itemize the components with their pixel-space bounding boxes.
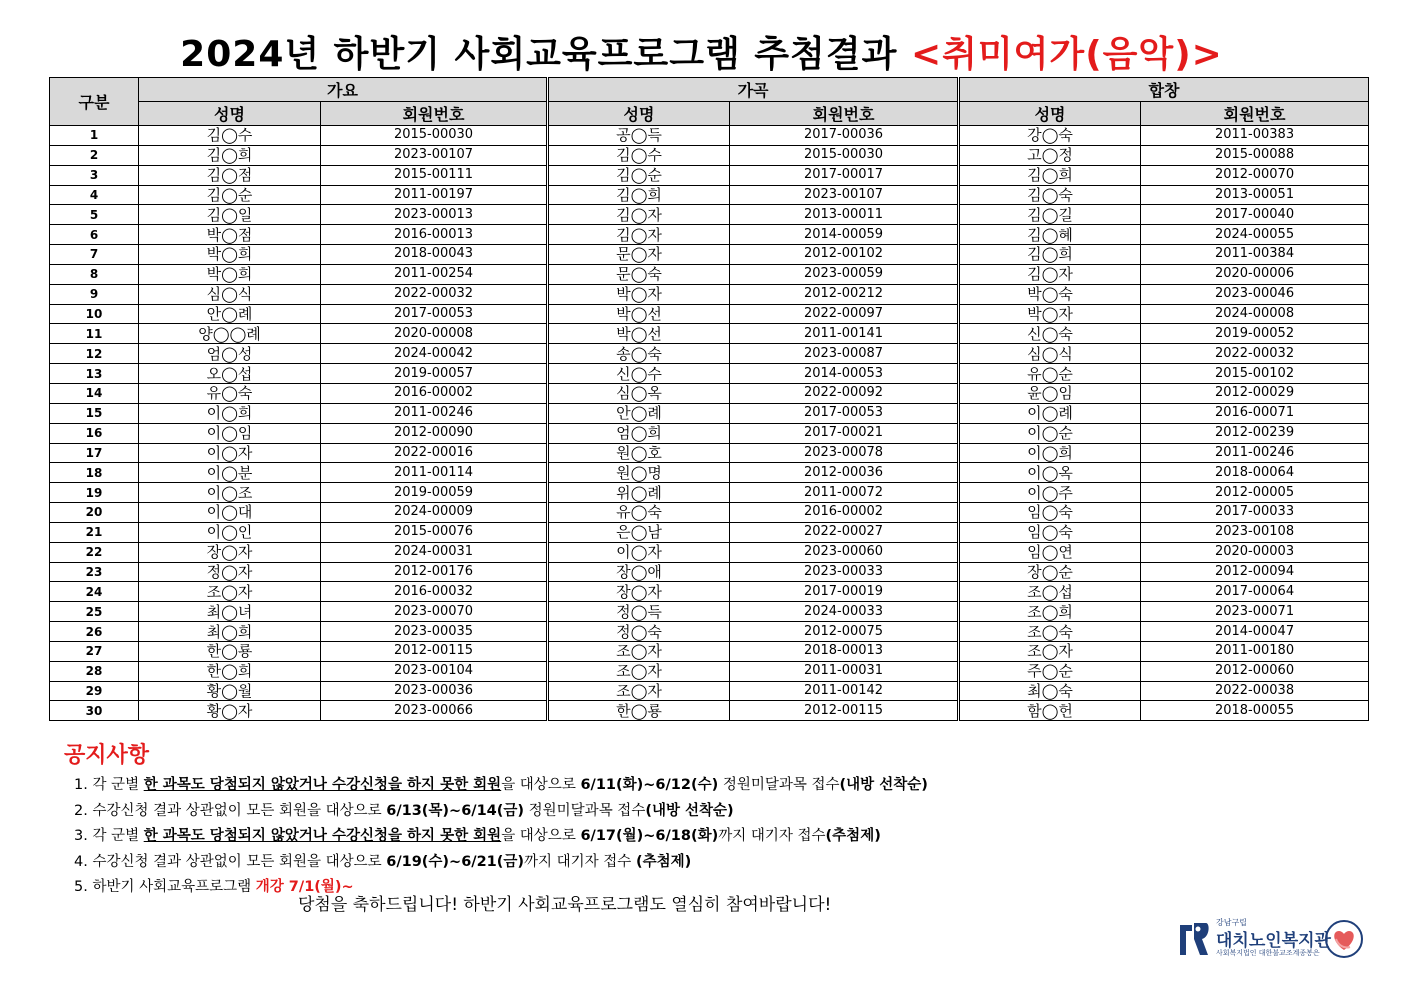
row-number: 11 — [50, 324, 139, 344]
gagok-name: 김◯수 — [548, 145, 730, 165]
gagok-member-no: 2022-00027 — [730, 522, 959, 542]
row-number: 3 — [50, 165, 139, 185]
gagok-member-no: 2011-00142 — [730, 681, 959, 701]
notice-text: 정원미달과목 접수 — [718, 777, 840, 793]
choir-name: 주◯순 — [959, 661, 1141, 681]
gayo-name: 한◯희 — [139, 661, 321, 681]
choir-name: 최◯숙 — [959, 681, 1141, 701]
gayo-name: 오◯섭 — [139, 364, 321, 384]
notice-text: 을 대상으로 — [501, 828, 581, 844]
gagok-name: 김◯순 — [548, 165, 730, 185]
notice-text: 6/17(월)~6/18(화) — [580, 828, 719, 844]
gayo-name: 박◯희 — [139, 245, 321, 265]
row-number: 5 — [50, 205, 139, 225]
gagok-member-no: 2011-00031 — [730, 661, 959, 681]
choir-name: 박◯숙 — [959, 284, 1141, 304]
gagok-name: 정◯숙 — [548, 622, 730, 642]
choir-member-no: 2012-00005 — [1141, 483, 1369, 503]
gayo-member-no: 2023-00036 — [321, 681, 548, 701]
choir-name: 김◯자 — [959, 264, 1141, 284]
gagok-member-no: 2017-00017 — [730, 165, 959, 185]
gagok-member-no: 2023-00059 — [730, 264, 959, 284]
choir-member-no: 2018-00055 — [1141, 701, 1369, 721]
table-row — [50, 245, 1369, 265]
gayo-member-no: 2011-00114 — [321, 463, 548, 483]
gagok-name: 장◯자 — [548, 582, 730, 602]
notice-item — [64, 850, 928, 876]
gayo-member-no: 2022-00016 — [321, 443, 548, 463]
notice-text: 6/13(목)~6/14(금) — [386, 802, 525, 819]
table-row — [50, 264, 1369, 284]
gagok-name: 김◯자 — [548, 225, 730, 245]
gagok-member-no: 2022-00092 — [730, 383, 959, 403]
gagok-member-no: 2012-00212 — [730, 284, 959, 304]
gagok-member-no: 2017-00019 — [730, 582, 959, 602]
choir-name: 신◯숙 — [959, 324, 1141, 344]
choir-name: 김◯길 — [959, 205, 1141, 225]
row-number: 28 — [50, 661, 139, 681]
table-row — [50, 225, 1369, 245]
gayo-member-no: 2022-00032 — [321, 284, 548, 304]
gayo-name: 이◯자 — [139, 443, 321, 463]
gagok-member-no: 2018-00013 — [730, 641, 959, 661]
table-row — [50, 701, 1369, 721]
gayo-name: 한◯룡 — [139, 641, 321, 661]
gagok-member-no: 2012-00036 — [730, 463, 959, 483]
table-body — [50, 126, 1369, 721]
table-row — [50, 443, 1369, 463]
choir-member-no: 2011-00246 — [1141, 443, 1369, 463]
table-row — [50, 463, 1369, 483]
gayo-name: 이◯희 — [139, 403, 321, 423]
table-row — [50, 602, 1369, 622]
gagok-name: 송◯숙 — [548, 344, 730, 364]
gayo-name: 김◯희 — [139, 145, 321, 165]
choir-name: 임◯숙 — [959, 522, 1141, 542]
choir-name: 이◯순 — [959, 423, 1141, 443]
choir-member-no: 2012-00060 — [1141, 661, 1369, 681]
notice-text: (내방 선착순) — [839, 777, 928, 793]
gagok-member-no: 2011-00072 — [730, 483, 959, 503]
notice-text: 5. 하반기 사회교육프로그램 — [74, 879, 256, 895]
notice-text: 정원미달과목 접수 — [524, 802, 646, 819]
choir-member-no: 2024-00055 — [1141, 225, 1369, 245]
choir-member-no: 2017-00040 — [1141, 205, 1369, 225]
choir-name: 유◯순 — [959, 364, 1141, 384]
title-main: 2024년 하반기 사회교육프로그램 추첨결과 — [180, 34, 898, 75]
choir-name: 고◯정 — [959, 145, 1141, 165]
gayo-name: 김◯일 — [139, 205, 321, 225]
table-row — [50, 423, 1369, 443]
row-number: 14 — [50, 383, 139, 403]
notice-text: 6/19(수)~6/21(금) — [386, 853, 525, 870]
gagok-name: 신◯수 — [548, 364, 730, 384]
notice-text: 6/11(화)~6/12(수) — [580, 777, 719, 793]
choir-member-no: 2012-00094 — [1141, 562, 1369, 582]
col-division-header: 구분 — [50, 78, 139, 126]
choir-member-no: 2011-00383 — [1141, 126, 1369, 146]
choir-member-no: 2020-00003 — [1141, 542, 1369, 562]
gayo-member-no: 2012-00176 — [321, 562, 548, 582]
gagok-member-no: 2013-00011 — [730, 205, 959, 225]
choir-name: 김◯숙 — [959, 185, 1141, 205]
gayo-name: 황◯월 — [139, 681, 321, 701]
gayo-member-no: 2020-00008 — [321, 324, 548, 344]
gayo-member-no: 2012-00115 — [321, 641, 548, 661]
notice-text: (추첨제) — [635, 853, 692, 870]
choir-name: 조◯희 — [959, 602, 1141, 622]
notice-text: (내방 선착순) — [645, 802, 734, 819]
gayo-name: 엄◯성 — [139, 344, 321, 364]
table-row — [50, 165, 1369, 185]
gagok-member-no: 2023-00033 — [730, 562, 959, 582]
choir-name: 박◯자 — [959, 304, 1141, 324]
gagok-name: 엄◯희 — [548, 423, 730, 443]
gagok-name: 조◯자 — [548, 661, 730, 681]
gagok-member-no: 2011-00141 — [730, 324, 959, 344]
table-column-header-row — [50, 102, 1369, 126]
table-row — [50, 126, 1369, 146]
gagok-name: 문◯자 — [548, 245, 730, 265]
choir-member-no: 2011-00180 — [1141, 641, 1369, 661]
page-title — [0, 26, 1403, 77]
row-number: 12 — [50, 344, 139, 364]
table-row — [50, 641, 1369, 661]
row-number: 18 — [50, 463, 139, 483]
table-row — [50, 304, 1369, 324]
choir-member-no: 2015-00102 — [1141, 364, 1369, 384]
choir-member-no: 2011-00384 — [1141, 245, 1369, 265]
gayo-name: 정◯자 — [139, 562, 321, 582]
gayo-name: 이◯조 — [139, 483, 321, 503]
choir-name: 이◯주 — [959, 483, 1141, 503]
notice-text: (추첨제) — [825, 828, 881, 844]
table-row — [50, 681, 1369, 701]
choir-name: 이◯례 — [959, 403, 1141, 423]
gayo-name: 박◯점 — [139, 225, 321, 245]
gayo-member-no: 2024-00009 — [321, 503, 548, 523]
gagok-name: 김◯자 — [548, 205, 730, 225]
org-name: 대치노인복지관 — [1216, 931, 1331, 951]
gayo-member-no: 2023-00013 — [321, 205, 548, 225]
choir-name: 김◯혜 — [959, 225, 1141, 245]
gagok-name: 박◯선 — [548, 304, 730, 324]
title-category: <취미여가(음악)> — [910, 34, 1223, 75]
gayo-name: 심◯식 — [139, 284, 321, 304]
gayo-member-no: 2016-00002 — [321, 383, 548, 403]
gagok-member-no: 2023-00107 — [730, 185, 959, 205]
gagok-member-no: 2023-00078 — [730, 443, 959, 463]
choir-name: 함◯헌 — [959, 701, 1141, 721]
table-row — [50, 383, 1369, 403]
table-row — [50, 145, 1369, 165]
table-row — [50, 522, 1369, 542]
choir-name: 윤◯임 — [959, 383, 1141, 403]
col-name-header: 성명 — [548, 102, 730, 126]
gayo-member-no: 2017-00053 — [321, 304, 548, 324]
choir-name: 조◯자 — [959, 641, 1141, 661]
choir-member-no: 2018-00064 — [1141, 463, 1369, 483]
row-number: 26 — [50, 622, 139, 642]
gagok-member-no: 2014-00053 — [730, 364, 959, 384]
gagok-member-no: 2022-00097 — [730, 304, 959, 324]
choir-member-no: 2022-00032 — [1141, 344, 1369, 364]
notice-item — [64, 824, 928, 850]
col-member-no-header: 회원번호 — [730, 102, 959, 126]
notice-text: 개강 7/1(월)~ — [255, 879, 354, 895]
choir-member-no: 2019-00052 — [1141, 324, 1369, 344]
gagok-name: 한◯룡 — [548, 701, 730, 721]
choir-member-no: 2012-00070 — [1141, 165, 1369, 185]
choir-member-no: 2023-00071 — [1141, 602, 1369, 622]
gayo-name: 조◯자 — [139, 582, 321, 602]
group-header-choir: 합창 — [959, 78, 1369, 102]
row-number: 7 — [50, 245, 139, 265]
choir-member-no: 2015-00088 — [1141, 145, 1369, 165]
table-row — [50, 622, 1369, 642]
row-number: 13 — [50, 364, 139, 384]
choir-member-no: 2012-00029 — [1141, 383, 1369, 403]
choir-name: 이◯옥 — [959, 463, 1141, 483]
row-number: 19 — [50, 483, 139, 503]
choir-member-no: 2014-00047 — [1141, 622, 1369, 642]
row-number: 21 — [50, 522, 139, 542]
org-mark-icon — [1176, 919, 1212, 959]
table-row — [50, 582, 1369, 602]
gayo-member-no: 2011-00246 — [321, 403, 548, 423]
gagok-member-no: 2023-00087 — [730, 344, 959, 364]
table-row — [50, 542, 1369, 562]
row-number: 23 — [50, 562, 139, 582]
gagok-name: 김◯희 — [548, 185, 730, 205]
gagok-member-no: 2023-00060 — [730, 542, 959, 562]
choir-name: 임◯숙 — [959, 503, 1141, 523]
gagok-name: 유◯숙 — [548, 503, 730, 523]
gayo-name: 이◯임 — [139, 423, 321, 443]
group-header-gagok: 가곡 — [548, 78, 959, 102]
gagok-member-no: 2012-00115 — [730, 701, 959, 721]
gagok-name: 장◯애 — [548, 562, 730, 582]
gagok-name: 정◯득 — [548, 602, 730, 622]
gayo-name: 장◯자 — [139, 542, 321, 562]
gayo-member-no: 2023-00107 — [321, 145, 548, 165]
table-row — [50, 205, 1369, 225]
notice-text: 까지 대기자 접수 — [524, 853, 636, 870]
row-number: 17 — [50, 443, 139, 463]
org-district: 강남구립 — [1216, 918, 1247, 927]
gagok-member-no: 2017-00021 — [730, 423, 959, 443]
gayo-name: 최◯희 — [139, 622, 321, 642]
org-foundation: 사회복지법인 대한불교조계종봉은 — [1216, 949, 1320, 957]
gayo-member-no: 2018-00043 — [321, 245, 548, 265]
group-header-gayo: 가요 — [139, 78, 548, 102]
notice-text: 3. 각 군별 — [74, 828, 144, 844]
gayo-member-no: 2015-00076 — [321, 522, 548, 542]
notice-text: 한 과목도 당첨되지 않았거나 수강신청을 하지 못한 회원 — [143, 828, 502, 844]
gayo-name: 이◯분 — [139, 463, 321, 483]
notice-section — [64, 738, 928, 901]
gayo-member-no: 2019-00059 — [321, 483, 548, 503]
gagok-name: 조◯자 — [548, 681, 730, 701]
gagok-name: 안◯례 — [548, 403, 730, 423]
choir-member-no: 2023-00108 — [1141, 522, 1369, 542]
gayo-member-no: 2012-00090 — [321, 423, 548, 443]
gagok-name: 원◯명 — [548, 463, 730, 483]
gayo-member-no: 2023-00104 — [321, 661, 548, 681]
heart-emblem-icon — [1324, 919, 1364, 959]
col-member-no-header: 회원번호 — [321, 102, 548, 126]
gagok-name: 문◯숙 — [548, 264, 730, 284]
choir-name: 김◯희 — [959, 165, 1141, 185]
choir-member-no: 2013-00051 — [1141, 185, 1369, 205]
gayo-member-no: 2015-00111 — [321, 165, 548, 185]
gayo-name: 이◯인 — [139, 522, 321, 542]
notice-item — [64, 773, 928, 799]
table-row — [50, 483, 1369, 503]
gayo-name: 안◯례 — [139, 304, 321, 324]
gayo-name: 최◯녀 — [139, 602, 321, 622]
choir-name: 임◯연 — [959, 542, 1141, 562]
choir-member-no: 2012-00239 — [1141, 423, 1369, 443]
table-row — [50, 403, 1369, 423]
org-logo — [1176, 915, 1366, 963]
gagok-name: 이◯자 — [548, 542, 730, 562]
notice-list — [64, 773, 928, 901]
row-number: 20 — [50, 503, 139, 523]
col-name-header: 성명 — [959, 102, 1141, 126]
notice-title: 공지사항 — [64, 743, 150, 768]
notice-text: 2. 수강신청 결과 상관없이 모든 회원을 대상으로 — [74, 802, 387, 819]
row-number: 24 — [50, 582, 139, 602]
row-number: 8 — [50, 264, 139, 284]
row-number: 30 — [50, 701, 139, 721]
choir-name: 김◯희 — [959, 245, 1141, 265]
gayo-member-no: 2016-00032 — [321, 582, 548, 602]
gagok-member-no: 2015-00030 — [730, 145, 959, 165]
table-row — [50, 562, 1369, 582]
table-row — [50, 185, 1369, 205]
choir-member-no: 2024-00008 — [1141, 304, 1369, 324]
gayo-member-no: 2011-00197 — [321, 185, 548, 205]
col-member-no-header: 회원번호 — [1141, 102, 1369, 126]
choir-member-no: 2023-00046 — [1141, 284, 1369, 304]
gagok-name: 심◯옥 — [548, 383, 730, 403]
table-group-header-row — [50, 78, 1369, 102]
gayo-name: 유◯숙 — [139, 383, 321, 403]
gayo-member-no: 2023-00066 — [321, 701, 548, 721]
notice-text: 까지 대기자 접수 — [718, 828, 826, 844]
gagok-name: 박◯자 — [548, 284, 730, 304]
closing-message: 당첨을 축하드립니다! 하반기 사회교육프로그램도 열심히 참여바랍니다! — [298, 895, 832, 915]
notice-text: 1. 각 군별 — [74, 777, 144, 793]
gayo-name: 박◯희 — [139, 264, 321, 284]
row-number: 6 — [50, 225, 139, 245]
gagok-member-no: 2012-00102 — [730, 245, 959, 265]
table-row — [50, 661, 1369, 681]
gayo-member-no: 2024-00031 — [321, 542, 548, 562]
table-row — [50, 284, 1369, 304]
row-number: 10 — [50, 304, 139, 324]
results-table — [49, 77, 1369, 721]
choir-member-no: 2017-00033 — [1141, 503, 1369, 523]
notice-item — [64, 799, 928, 825]
gayo-member-no: 2016-00013 — [321, 225, 548, 245]
gagok-member-no: 2017-00036 — [730, 126, 959, 146]
gayo-member-no: 2023-00070 — [321, 602, 548, 622]
gayo-name: 김◯수 — [139, 126, 321, 146]
choir-name: 조◯숙 — [959, 622, 1141, 642]
choir-name: 장◯순 — [959, 562, 1141, 582]
gagok-member-no: 2024-00033 — [730, 602, 959, 622]
row-number: 16 — [50, 423, 139, 443]
choir-member-no: 2020-00006 — [1141, 264, 1369, 284]
gagok-name: 공◯득 — [548, 126, 730, 146]
gayo-name: 이◯대 — [139, 503, 321, 523]
gayo-name: 김◯순 — [139, 185, 321, 205]
table-row — [50, 344, 1369, 364]
notice-text: 을 대상으로 — [501, 777, 581, 793]
choir-name: 이◯희 — [959, 443, 1141, 463]
row-number: 25 — [50, 602, 139, 622]
gayo-member-no: 2019-00057 — [321, 364, 548, 384]
gagok-member-no: 2012-00075 — [730, 622, 959, 642]
row-number: 1 — [50, 126, 139, 146]
row-number: 4 — [50, 185, 139, 205]
table-row — [50, 364, 1369, 384]
gayo-member-no: 2024-00042 — [321, 344, 548, 364]
row-number: 15 — [50, 403, 139, 423]
row-number: 27 — [50, 641, 139, 661]
row-number: 29 — [50, 681, 139, 701]
notice-text: 4. 수강신청 결과 상관없이 모든 회원을 대상으로 — [74, 853, 387, 870]
choir-member-no: 2016-00071 — [1141, 403, 1369, 423]
gagok-member-no: 2017-00053 — [730, 403, 959, 423]
choir-member-no: 2017-00064 — [1141, 582, 1369, 602]
gagok-name: 위◯례 — [548, 483, 730, 503]
notice-text: 한 과목도 당첨되지 않았거나 수강신청을 하지 못한 회원 — [143, 777, 502, 793]
gagok-name: 박◯선 — [548, 324, 730, 344]
row-number: 9 — [50, 284, 139, 304]
choir-name: 강◯숙 — [959, 126, 1141, 146]
gayo-name: 양◯◯례 — [139, 324, 321, 344]
row-number: 22 — [50, 542, 139, 562]
col-name-header: 성명 — [139, 102, 321, 126]
gayo-member-no: 2011-00254 — [321, 264, 548, 284]
row-number: 2 — [50, 145, 139, 165]
gayo-name: 황◯자 — [139, 701, 321, 721]
gagok-member-no: 2014-00059 — [730, 225, 959, 245]
choir-name: 조◯섭 — [959, 582, 1141, 602]
table-row — [50, 324, 1369, 344]
gayo-member-no: 2023-00035 — [321, 622, 548, 642]
choir-name: 심◯식 — [959, 344, 1141, 364]
gagok-name: 조◯자 — [548, 641, 730, 661]
gagok-name: 은◯남 — [548, 522, 730, 542]
gagok-member-no: 2016-00002 — [730, 503, 959, 523]
gayo-member-no: 2015-00030 — [321, 126, 548, 146]
choir-member-no: 2022-00038 — [1141, 681, 1369, 701]
gayo-name: 김◯점 — [139, 165, 321, 185]
table-row — [50, 503, 1369, 523]
gagok-name: 원◯호 — [548, 443, 730, 463]
